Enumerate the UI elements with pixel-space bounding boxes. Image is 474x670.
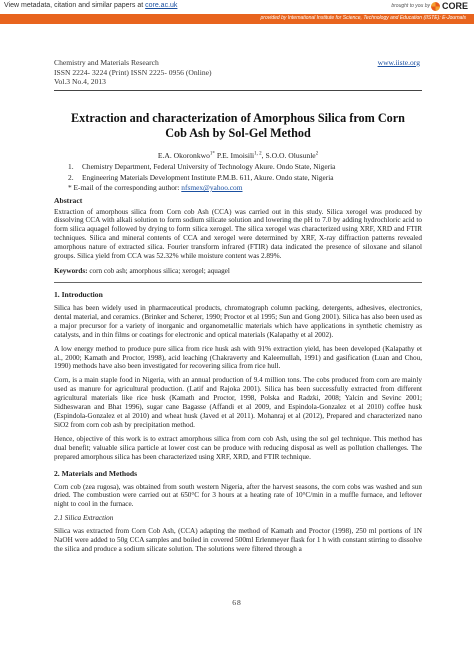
paper-title-line-1: Extraction and characterization of Amorphous Silica from Corn — [71, 110, 405, 125]
abstract-text: Extraction of amorphous silica from Corn cob Ash (CCA) was carried out in this study. Silica xerogel was produced by dissolving CCA with alkali solution to form sodium silicate solution and lowering the pH to 7.0 by adding hydrochloric acid to form silica aquagel followed by drying to form silica xerogel. The silica xerogel was characterized using XRF, XRD and FTIR techniques. Silica and mineral contents of CCA and xerogel were determined by XRF, X-ray diffraction patterns revealed amorphous nature of extracted silica. Fourier transform infrared (FTIR) data indicated the presence of siloxane and silanol groups. Silica yield from CCA was 52.32% while moisture content was 2.89%. — [54, 207, 422, 261]
abstract-heading: Abstract — [54, 195, 83, 205]
paper-title — [54, 111, 422, 141]
affiliation-2 — [54, 173, 422, 183]
author-3: , S.O.O. Olusunle — [261, 150, 316, 160]
abstract-divider — [54, 282, 422, 283]
author-1-sup: 1* — [209, 151, 215, 157]
core-logo-text: CORE — [441, 1, 468, 11]
methods-heading: 2. Materials and Methods — [54, 468, 138, 478]
core-ac-uk-link[interactable]: core.ac.uk — [145, 2, 178, 9]
paper-title-line-2: Cob Ash by Sol-Gel Method — [165, 125, 311, 140]
author-list — [54, 151, 422, 160]
keywords — [54, 267, 422, 275]
intro-paragraph-3: Corn, is a main staple food in Nigeria, with an annual production of 9.4 million tons. The cobs produced from corn are mainly used as manure for agricultural production. (Latif and Rajoka 2001). Silica has been successfully extracted from different agricultural materials like rice husk (Kamath and Proctor, 1998, Polska and Radzki, 2008; Yalcin and Sevinc 2001; Sidheswaran and Bhat 1996), sugar cane Bagasse (Affandi et al 2009, and Espindola-Gonzalez et al 2010) coffee husk (Espindola-Gonzalez et al 2010) and wheat husk (Javed et al 2011). Mohanraj et al (2012), Prepared and characterized nano SiO2 from corn cob ash by precipitation method. — [54, 376, 422, 429]
introduction-heading: 1. Introduction — [54, 290, 103, 299]
email-link[interactable]: nfsmex@yahoo.com — [181, 182, 243, 192]
author-3-sup: 2 — [315, 151, 319, 157]
methods-paragraph-1: Corn cob (zea rugosa), was obtained from south western Nigeria, after the harvest seasons, the corn cobs was washed and sun dried. The combustion were carried out at 650°C for 3 hours at a heating rate of 10°C/min in a muffle furnace, and leftover night to cool in the furnace. — [54, 482, 422, 509]
silica-extraction-heading: 2.1 Silica Extraction — [54, 514, 114, 523]
affiliation-2-text: Engineering Materials Development Institute P.M.B. 611, Akure. Ondo state, Nigeria — [82, 173, 334, 183]
keywords-label: Keywords: — [54, 267, 88, 275]
intro-paragraph-4: Hence, objective of this work is to extract amorphous silica from corn cob Ash, using the sol gel technique. This method has dual benefit; valuable silica particle at lower cost can be produce with reducing disposal as well as pollution challenges. The prepared amorphous silica has been characterized using XRF, XRD, and FTIR technique. — [54, 434, 422, 461]
page-number: 68 — [232, 598, 242, 607]
journal-volume: Vol.3 No.4, 2013 — [54, 77, 106, 87]
corresponding-email — [54, 183, 422, 193]
affiliation-1-number: 1. — [68, 161, 74, 171]
journal-name: Chemistry and Materials Research — [54, 58, 159, 67]
header-divider — [54, 90, 422, 91]
author-2: P.E. Imoisili — [214, 150, 255, 160]
core-metadata-link[interactable] — [4, 2, 177, 9]
methods-paragraph-2: Silica was extracted from Corn Cob Ash, (CCA) adapting the method of Kamath and Proctor (1998), 250 ml portions of 1N NaOH were added to 50g CCA samples and boiled in covered 500ml Erlenmeyer flask for 1 h with constant stirring to dissolve the silica and produce a sodium silicate solution. The solutions were filtered through a — [54, 527, 422, 554]
keywords-text: corn cob ash; amorphous silica; xerogel; aquagel — [87, 267, 230, 275]
email-label: * E-mail of the corresponding author: — [68, 182, 182, 192]
paper-page — [54, 58, 422, 554]
journal-header — [54, 58, 422, 87]
affiliation-2-number: 2. — [68, 173, 74, 183]
affiliation-1-text: Chemistry Department, Federal University of Technology Akure. Ondo State, Nigeria — [82, 161, 336, 171]
author-2-sup: 1, 2 — [254, 151, 262, 157]
core-banner — [0, 0, 474, 14]
core-logo[interactable] — [431, 1, 468, 11]
core-view-text: View metadata, citation and similar papers at — [4, 2, 144, 9]
intro-paragraph-2: A low energy method to produce pure silica from rice husk ash with 91% extraction yield, has been developed (Kalapathy et al., 2000; Kamath and Proctor, 1998), acid leaching (Chakraverty and Kaleemullah, 1991) and gasification (Luan and Chou, 1990) methods have also been investigated for recovering silica from rice hull. — [54, 344, 422, 371]
journal-issn: ISSN 2224- 3224 (Print) ISSN 2225- 0956 (Online) — [54, 67, 212, 77]
intro-paragraph-1: Silica has been widely used in pharmaceutical products, chromatograph column packing, detergents, adhesives, electronics, dental material, and ceramics. (Brinker and Scherer, 1990; Proctor et al 1995; Sun and Gong 2001). Silica has also been used as a major precursor for a variety of inorganic and organometallic materials which have applications in synthetic chemistry as catalysts, and in thin films or coatings for electronic and optical materials (Kalapathy et al 2002). — [54, 304, 422, 339]
author-1: E.A. Okoronkwo — [157, 150, 210, 160]
provider-bar — [0, 14, 474, 24]
journal-url-link[interactable]: www.iiste.org — [377, 58, 420, 67]
affiliation-1 — [54, 162, 422, 172]
core-logo-icon — [431, 2, 440, 11]
provider-text[interactable]: provided by International Institute for Science, Technology and Education (IISTE): E-Journals — [260, 15, 466, 21]
brought-by-text: brought to you by — [391, 3, 430, 9]
